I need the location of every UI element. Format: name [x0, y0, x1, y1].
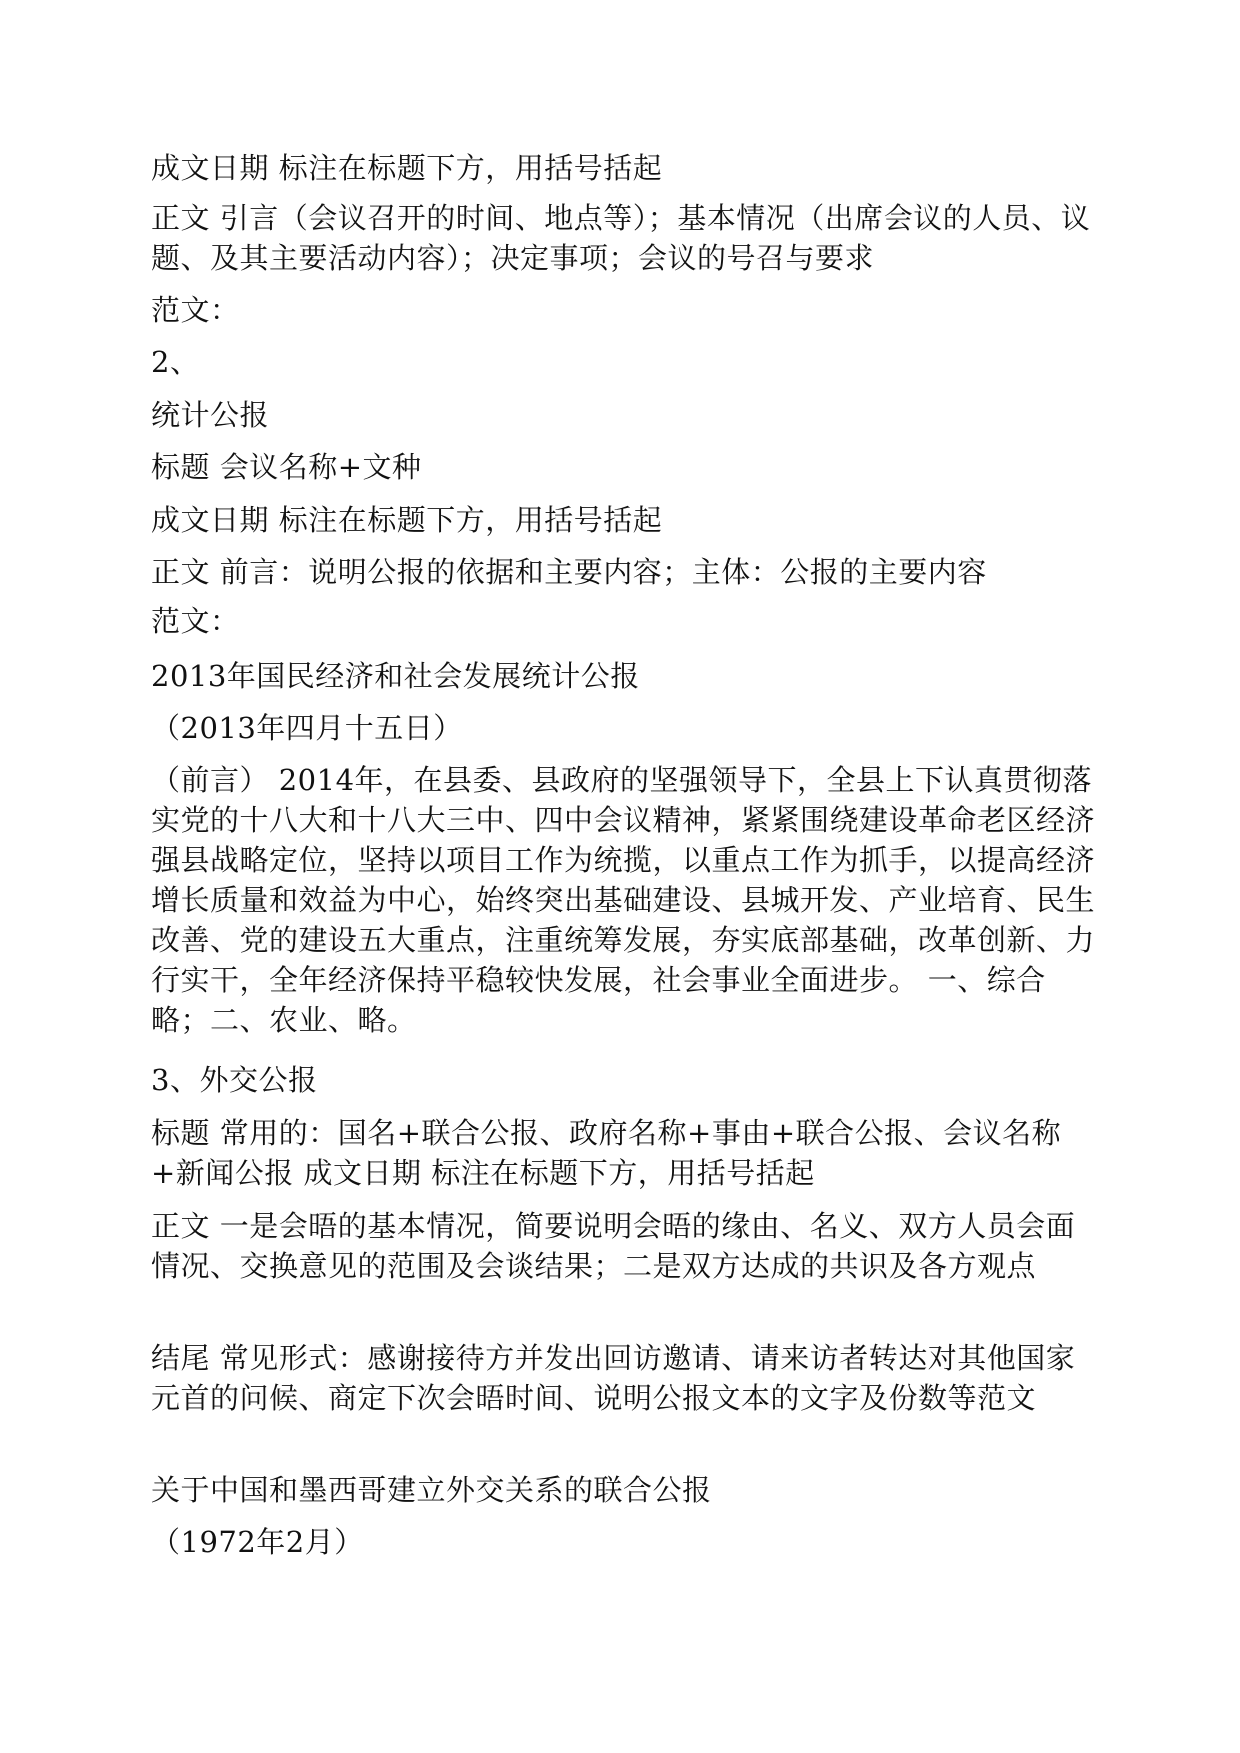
- paragraph-body-note-2: 正文 前言：说明公报的依据和主要内容；主体：公报的主要内容: [151, 555, 987, 589]
- paragraph-sample-label-2: 范文：: [151, 604, 240, 638]
- paragraph-body-note-1: 正文 引言（会议召开的时间、地点等）；基本情况（出席会议的人员、议题、及其主要活动内容）；决定事项；会议的号召与要求: [151, 201, 1091, 275]
- paragraph-sample-label-1: 范文：: [151, 293, 240, 327]
- paragraph-date-note-2: 成文日期 标注在标题下方，用括号括起: [151, 503, 663, 537]
- paragraph-sample-title-stat: 2013年国民经济和社会发展统计公报: [151, 659, 640, 693]
- paragraph-section-title-stat: 统计公报: [151, 398, 270, 432]
- paragraph-section-number-2: 2、: [151, 345, 200, 379]
- paragraph-section-title-diplomatic: 3、外交公报: [151, 1063, 318, 1097]
- paragraph-sample-title-diplomatic: 关于中国和墨西哥建立外交关系的联合公报: [151, 1473, 712, 1507]
- paragraph-sample-date-stat: （2013年四月十五日）: [151, 711, 463, 745]
- paragraph-title-note-2: 标题 会议名称+文种: [151, 450, 422, 484]
- paragraph-body-note-3: 正文 一是会晤的基本情况，简要说明会晤的缘由、名义、双方人员会面情况、交换意见的范围及会谈结果；二是双方达成的共识及各方观点: [151, 1209, 1076, 1283]
- paragraph-title-note-3: 标题 常用的：国名+联合公报、政府名称+事由+联合公报、会议名称+新闻公报 成文日期 标注在标题下方，用括号括起: [151, 1116, 1062, 1190]
- paragraph-date-note-1: 成文日期 标注在标题下方，用括号括起: [151, 151, 663, 185]
- paragraph-ending-note-3: 结尾 常见形式：感谢接待方并发出回访邀请、请来访者转达对其他国家元首的问候、商定下次会晤时间、说明公报文本的文字及份数等范文: [151, 1341, 1076, 1415]
- paragraph-sample-body-stat: （前言） 2014年，在县委、县政府的坚强领导下，全县上下认真贯彻落实党的十八大和十八大三中、四中会议精神，紧紧围绕建设革命老区经济强县战略定位，坚持以项目工作为统揽，以重点工作为抓手，以提高经济增长质量和效益为中心，始终突出基础建设、县城开发、产业培育、民生改善、党的建设五大重点，注重统筹发展，夯实底部基础，改革创新、力行实干，全年经济保持平稳较快发展，社会事业全面进步。 一、综合 略；二、农业、略。: [151, 763, 1096, 1037]
- paragraph-sample-date-diplomatic: （1972年2月）: [151, 1525, 364, 1559]
